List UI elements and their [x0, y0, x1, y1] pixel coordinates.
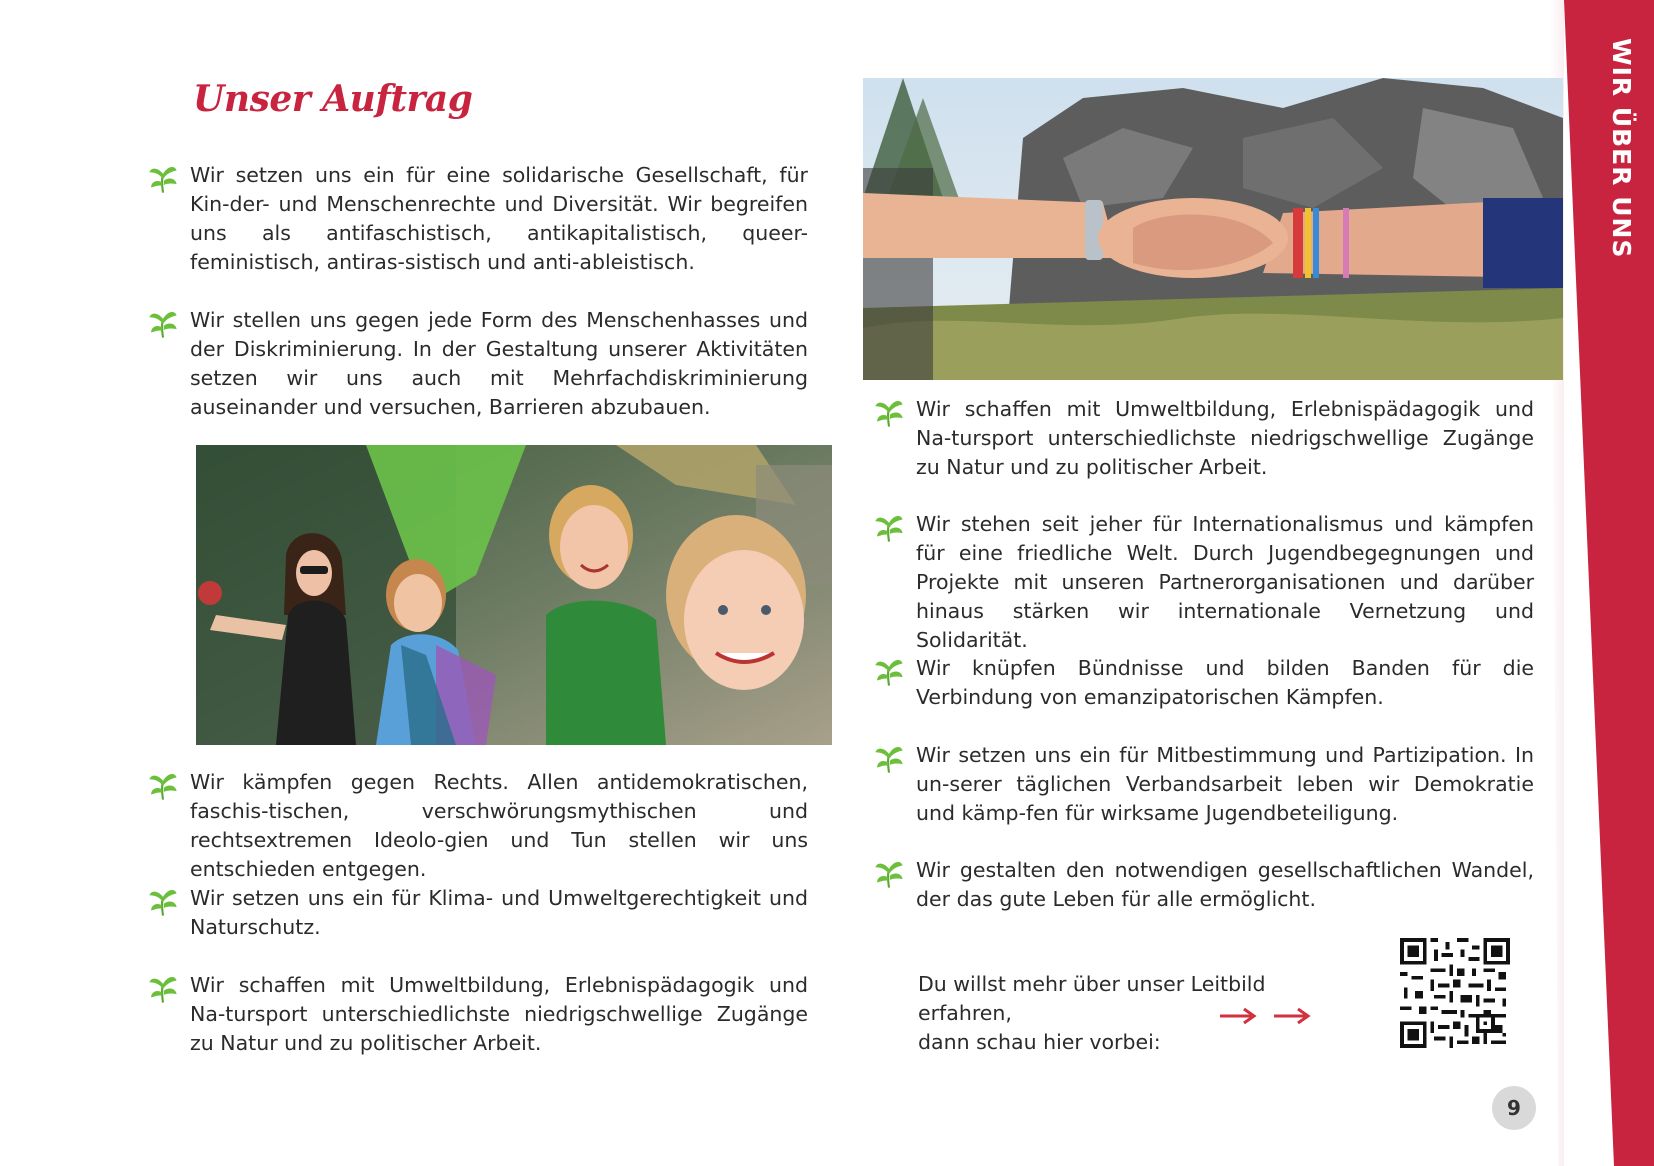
- section-label: WIR ÜBER UNS: [1607, 38, 1636, 259]
- bullet-text: Wir schaffen mit Umweltbildung, Erlebnispädagogik und Na-tursport unterschiedlichste niedrigschwellige Zugänge zu Natur und zu politischer Arbeit.: [916, 397, 1534, 479]
- leaf-icon: [872, 742, 906, 776]
- list-item: [872, 395, 1534, 482]
- bullet-text: Wir stehen seit jeher für Internationalismus und kämpfen für eine friedliche Welt. Durch Jugendbegegnungen und Projekte mit unseren Partnerorganisationen und darüber hinaus stärken wir internationale Vernetzung und Solidarität.: [916, 512, 1534, 652]
- bullet-text: Wir setzen uns ein für Mitbestimmung und Partizipation. In un-serer täglichen Verbandsarbeit leben wir Demokratie und kämp-fen für wirksame Jugendbeteiligung.: [916, 743, 1534, 825]
- list-item: [872, 510, 1534, 655]
- leaf-icon: [146, 885, 180, 919]
- bullet-text: Wir knüpfen Bündnisse und bilden Banden für die Verbindung von emanzipatorischen Kämpfen.: [916, 656, 1534, 709]
- cta-line-1: Du willst mehr über unser Leitbild erfahren,: [918, 972, 1266, 1025]
- group-photo: [196, 445, 832, 745]
- list-item: [872, 741, 1534, 828]
- bullet-text: Wir setzen uns ein für eine solidarische Gesellschaft, für Kin-der- und Menschenrechte und Diversität. Wir begreifen uns als antifaschistisch, antikapitalistisch, queer-feministisch, antiras-sistisch und anti-ableistisch.: [190, 163, 808, 274]
- arrow-right-icon: [1218, 1004, 1314, 1028]
- leaf-icon: [146, 972, 180, 1006]
- handshake-photo: [863, 78, 1563, 380]
- leaf-icon: [872, 857, 906, 891]
- page-number: 9: [1492, 1086, 1536, 1130]
- bullet-text: Wir schaffen mit Umweltbildung, Erlebnispädagogik und Na-tursport unterschiedlichste niedrigschwellige Zugänge zu Natur und zu politischer Arbeit.: [190, 973, 808, 1055]
- leaf-icon: [146, 162, 180, 196]
- qr-code[interactable]: [1400, 938, 1510, 1048]
- bullet-text: Wir setzen uns ein für Klima- und Umweltgerechtigkeit und Naturschutz.: [190, 886, 808, 939]
- leaf-icon: [146, 769, 180, 803]
- page-title: Unser Auftrag: [193, 78, 473, 120]
- leaf-icon: [872, 511, 906, 545]
- list-item: [146, 161, 808, 277]
- list-item: [872, 654, 1534, 712]
- list-item: [146, 971, 808, 1058]
- leaf-icon: [146, 307, 180, 341]
- leaf-icon: [872, 396, 906, 430]
- list-item: [872, 856, 1534, 914]
- leaf-icon: [872, 655, 906, 689]
- list-item: [146, 768, 808, 884]
- bullet-text: Wir stellen uns gegen jede Form des Menschenhasses und der Diskriminierung. In der Gestaltung unserer Aktivitäten setzen wir uns auch mit Mehrfachdiskriminierung auseinander und versuchen, Barrieren abzubauen.: [190, 308, 808, 419]
- list-item: [146, 884, 808, 942]
- list-item: [146, 306, 808, 422]
- bullet-text: Wir gestalten den notwendigen gesellschaftlichen Wandel, der das gute Leben für alle ermöglicht.: [916, 858, 1534, 911]
- bullet-text: Wir kämpfen gegen Rechts. Allen antidemokratischen, faschis-tischen, verschwörungsmythischen und rechtsextremen Ideolo-gien und Tun stellen wir uns entschieden entgegen.: [190, 770, 808, 881]
- cta-line-2: dann schau hier vorbei:: [918, 1030, 1161, 1054]
